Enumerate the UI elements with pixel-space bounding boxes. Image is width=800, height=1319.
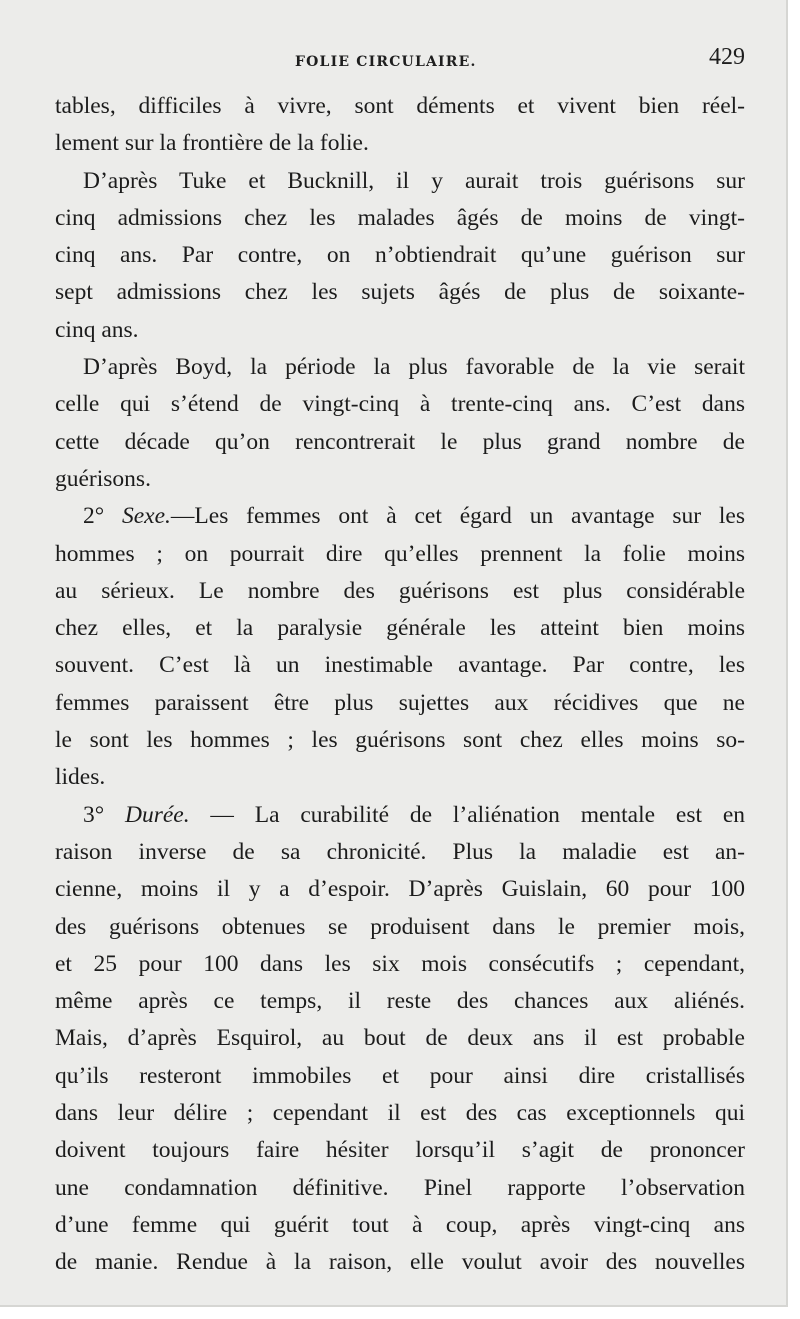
- section-heading-duree: Durée.: [124, 801, 190, 828]
- text-line: une condamnation définitive. Pinel rapporte l’observation: [55, 1174, 745, 1201]
- text-line: D’après Tuke et Bucknill, il y aurait trois guérisons sur: [83, 167, 745, 194]
- text-line: cinq ans.: [55, 316, 139, 343]
- section-number: 3°: [83, 801, 125, 828]
- section-line-sexe: [55, 498, 745, 535]
- text-line: celle qui s’étend de vingt-cinq à trente-cinq ans. C’est dans: [55, 391, 745, 418]
- text-line: femmes paraissent être plus sujettes aux récidives que ne: [55, 689, 745, 716]
- section-heading-sexe: Sexe.: [121, 503, 171, 530]
- text-line: lement sur la frontière de la folie.: [55, 130, 369, 157]
- section-line-duree: [55, 797, 745, 834]
- body-text: [55, 88, 745, 1282]
- text-line: chez elles, et la paralysie générale les atteint bien moins: [55, 615, 745, 642]
- text-line: sept admissions chez les sujets âgés de plus de soixante-: [55, 279, 745, 306]
- text-line: cinq ans. Par contre, on n’obtiendrait qu’une guérison sur: [55, 242, 745, 269]
- text-line: doivent toujours faire hésiter lorsqu’il s’agit de prononcer: [55, 1137, 745, 1164]
- text-line: et 25 pour 100 dans les six mois consécutifs ; cependant,: [55, 950, 745, 977]
- text-line: souvent. C’est là un inestimable avantage. Par contre, les: [55, 652, 745, 679]
- text-line: lides.: [55, 764, 106, 791]
- text-line: Mais, d’après Esquirol, au bout de deux ans il est probable: [55, 1025, 745, 1052]
- text-line: raison inverse de sa chronicité. Plus la maladie est an-: [55, 838, 745, 865]
- text-line: d’une femme qui guérit tout à coup, après vingt-cinq ans: [55, 1211, 745, 1238]
- text-line: le sont les hommes ; les guérisons sont chez elles moins so-: [55, 727, 745, 754]
- section-text: — La curabilité de l’aliénation mentale est en: [189, 801, 745, 828]
- text-line: guérisons.: [55, 465, 151, 492]
- text-line: D’après Boyd, la période la plus favorable de la vie serait: [83, 354, 745, 381]
- text-line: cette décade qu’on rencontrerait le plus grand nombre de: [55, 428, 745, 455]
- section-text: —Les femmes ont à cet égard un avantage sur les: [170, 503, 745, 530]
- section-number: 2°: [83, 503, 122, 530]
- text-line: cinq admissions chez les malades âgés de moins de vingt-: [55, 204, 745, 231]
- page-number: 429: [709, 44, 745, 70]
- text-line: hommes ; on pourrait dire qu’elles prennent la folie moins: [55, 540, 745, 567]
- text-line: de manie. Rendue à la raison, elle voulut avoir des nouvelles: [55, 1249, 745, 1276]
- text-line: des guérisons obtenues se produisent dans le premier mois,: [55, 913, 745, 940]
- text-line: au sérieux. Le nombre des guérisons est plus considérable: [55, 577, 745, 604]
- text-line: dans leur délire ; cependant il est des cas exceptionnels qui: [55, 1100, 745, 1127]
- text-line: tables, difficiles à vivre, sont déments et vivent bien réel-: [55, 93, 745, 119]
- text-line: cienne, moins il y a d’espoir. D’après Guislain, 60 pour 100: [55, 876, 745, 903]
- text-line: même après ce temps, il reste des chances aux aliénés.: [55, 988, 745, 1015]
- running-head: [55, 44, 745, 84]
- text-line: qu’ils resteront immobiles et pour ainsi dire cristallisés: [55, 1062, 745, 1089]
- running-head-title: FOLIE CIRCULAIRE.: [295, 54, 477, 70]
